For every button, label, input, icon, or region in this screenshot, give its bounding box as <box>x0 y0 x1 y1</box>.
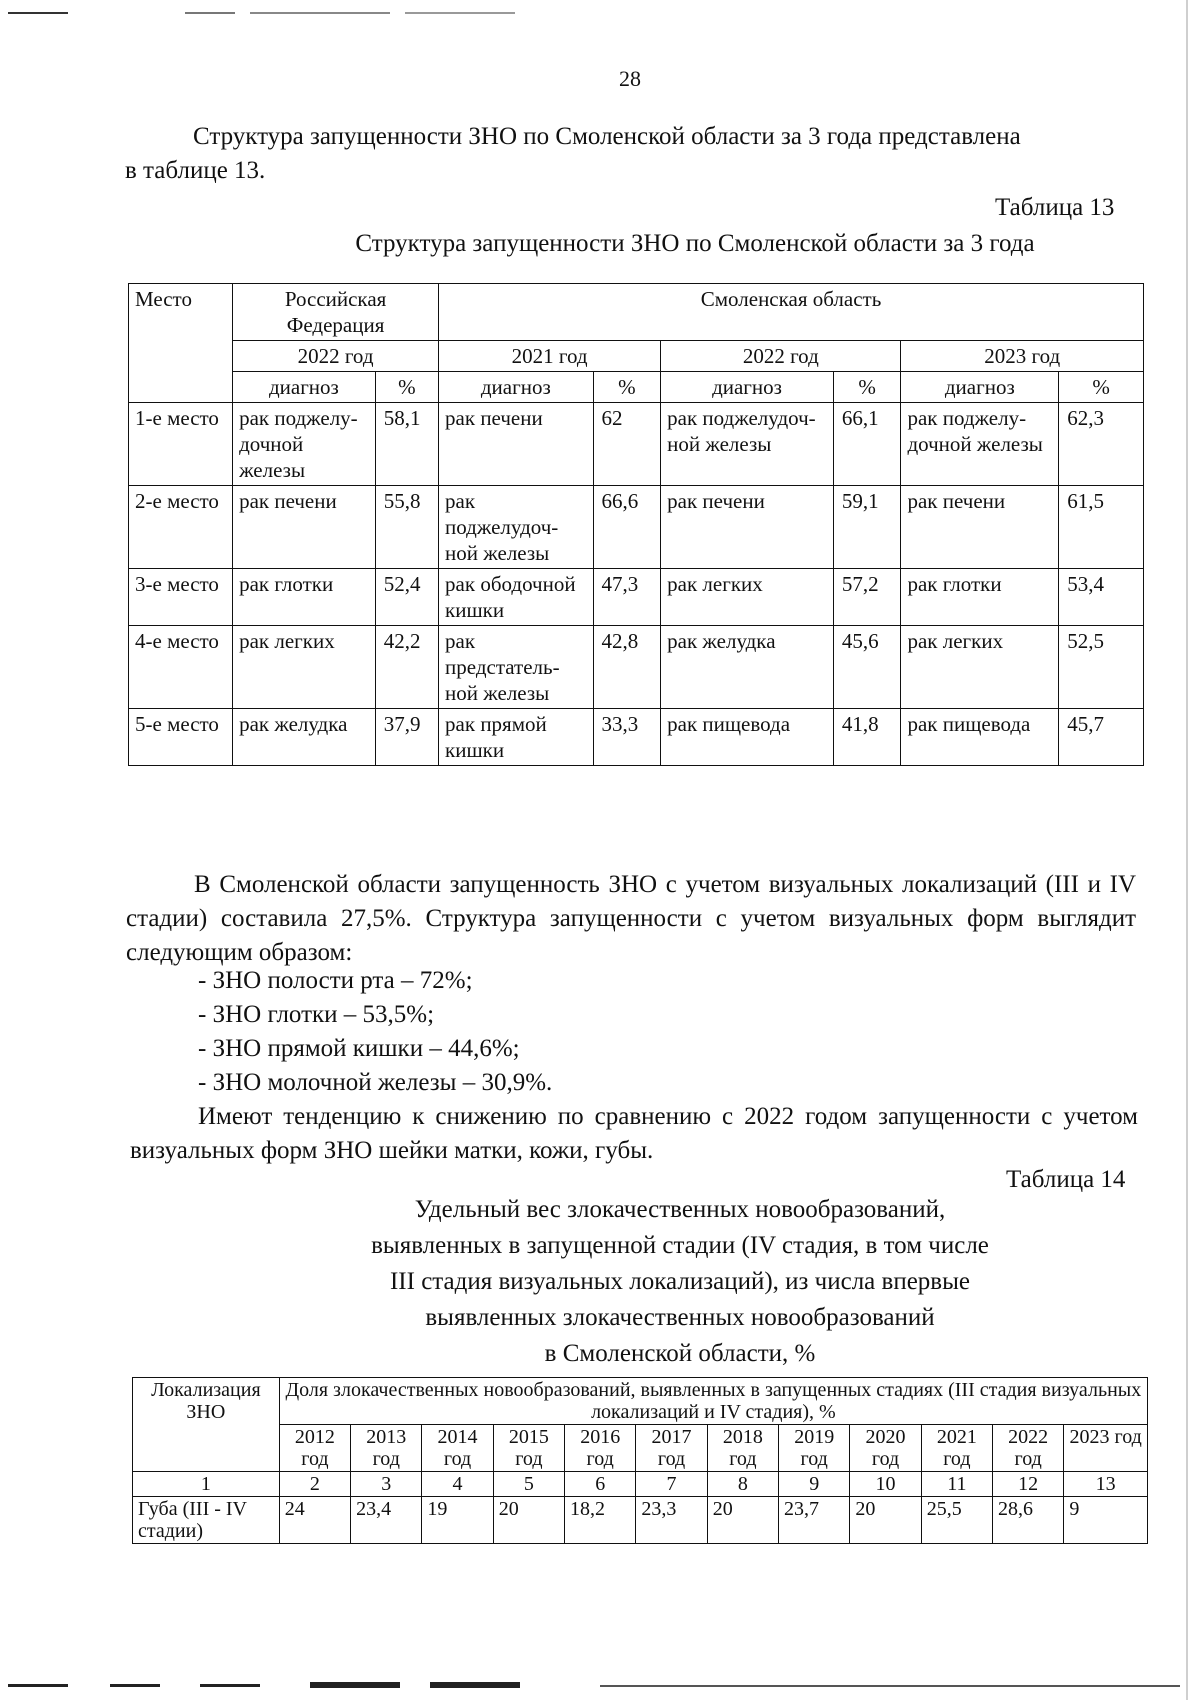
percent-cell: 47,3 <box>593 569 661 626</box>
table13-title: Структура запущенности ЗНО по Смоленской области за 3 года <box>355 230 1035 257</box>
header-year: 2016 год <box>565 1425 636 1472</box>
place-cell: 1-е место <box>129 403 233 486</box>
value-cell: 20 <box>707 1497 778 1544</box>
percent-cell: 42,2 <box>375 626 438 709</box>
diagnosis-cell: рак легких <box>661 569 834 626</box>
percent-cell: 62,3 <box>1059 403 1144 486</box>
diagnosis-cell: рак легких <box>233 626 376 709</box>
header-year: 2021 год <box>921 1425 992 1472</box>
column-number: 7 <box>636 1472 707 1497</box>
percent-cell: 66,6 <box>593 486 661 569</box>
header-year: 2012 год <box>279 1425 350 1472</box>
header-place: Место <box>129 284 233 403</box>
column-number: 13 <box>1064 1472 1148 1497</box>
page-number: 28 <box>619 66 641 91</box>
header-localization: Локализация ЗНО <box>133 1378 280 1472</box>
header-diagnosis: диагноз <box>439 372 594 403</box>
column-number: 4 <box>422 1472 493 1497</box>
diagnosis-cell: рак пищевода <box>661 709 834 766</box>
table-header-row <box>133 1378 1148 1425</box>
list-item: - ЗНО прямой кишки – 44,6%; <box>198 1035 520 1062</box>
table14-title <box>300 1192 1060 1372</box>
header-percent: % <box>593 372 661 403</box>
visual-forms-list <box>198 964 552 1100</box>
intro-line-1: Структура запущенности ЗНО по Смоленской области за 3 года представлена <box>193 123 1021 150</box>
intro-paragraph <box>125 120 1135 188</box>
title-line: III стадия визуальных локализаций), из числа впервые <box>389 1268 971 1295</box>
header-year: 2013 год <box>351 1425 422 1472</box>
list-item: - ЗНО молочной железы – 30,9%. <box>198 1069 553 1096</box>
diagnosis-cell: рак печени <box>661 486 834 569</box>
header-year: 2017 год <box>636 1425 707 1472</box>
table-header-row <box>133 1425 1148 1472</box>
header-year: 2014 год <box>422 1425 493 1472</box>
table-14 <box>132 1377 1148 1544</box>
table-row <box>129 569 1144 626</box>
header-year: 2018 год <box>707 1425 778 1472</box>
localization-cell: Губа (III - IV стадии) <box>133 1497 280 1544</box>
header-year: 2022 год <box>233 341 439 372</box>
percent-cell: 57,2 <box>833 569 901 626</box>
diagnosis-cell: рак печени <box>439 403 594 486</box>
value-cell: 23,3 <box>636 1497 707 1544</box>
table-row <box>129 403 1144 486</box>
percent-cell: 59,1 <box>833 486 901 569</box>
header-year: 2022 год <box>993 1425 1064 1472</box>
title-line: выявленных в запущенной стадии (IV стадия, в том числе <box>371 1232 989 1259</box>
percent-cell: 55,8 <box>375 486 438 569</box>
title-line: Удельный вес злокачественных новообразований, <box>414 1196 946 1223</box>
diagnosis-cell: рак пищевода <box>901 709 1059 766</box>
column-number: 12 <box>993 1472 1064 1497</box>
value-cell: 24 <box>279 1497 350 1544</box>
body-paragraph-3 <box>130 1100 1138 1168</box>
percent-cell: 62 <box>593 403 661 486</box>
header-year: 2022 год <box>661 341 901 372</box>
value-cell: 28,6 <box>993 1497 1064 1544</box>
header-region: Смоленская область <box>439 284 1144 341</box>
table-row <box>129 486 1144 569</box>
percent-cell: 66,1 <box>833 403 901 486</box>
percent-cell: 52,5 <box>1059 626 1144 709</box>
table14-caption: Таблица 14 <box>1006 1166 1126 1193</box>
value-cell: 20 <box>850 1497 921 1544</box>
percent-cell: 41,8 <box>833 709 901 766</box>
header-year: 2019 год <box>779 1425 850 1472</box>
table-row <box>129 709 1144 766</box>
place-cell: 3-е место <box>129 569 233 626</box>
percent-cell: 33,3 <box>593 709 661 766</box>
diagnosis-cell: рак желудка <box>661 626 834 709</box>
table-header-row <box>129 341 1144 372</box>
column-number: 3 <box>351 1472 422 1497</box>
column-number: 8 <box>707 1472 778 1497</box>
diagnosis-cell: рак глотки <box>901 569 1059 626</box>
table-header-row <box>129 284 1144 341</box>
header-percent: % <box>1059 372 1144 403</box>
value-cell: 23,7 <box>779 1497 850 1544</box>
value-cell: 18,2 <box>565 1497 636 1544</box>
percent-cell: 53,4 <box>1059 569 1144 626</box>
title-line: выявленных злокачественных новообразований <box>425 1304 935 1331</box>
diagnosis-cell: рак желудка <box>233 709 376 766</box>
value-cell: 20 <box>493 1497 564 1544</box>
diagnosis-cell: рак печени <box>901 486 1059 569</box>
diagnosis-cell: рак прямой кишки <box>439 709 594 766</box>
diagnosis-cell: рак поджелудоч-ной железы <box>661 403 834 486</box>
diagnosis-cell: рак ободочной кишки <box>439 569 594 626</box>
table-row <box>133 1497 1148 1544</box>
value-cell: 19 <box>422 1497 493 1544</box>
diagnosis-cell: рак предстатель-ной железы <box>439 626 594 709</box>
percent-cell: 61,5 <box>1059 486 1144 569</box>
header-percent: % <box>375 372 438 403</box>
column-number: 1 <box>133 1472 280 1497</box>
column-number: 11 <box>921 1472 992 1497</box>
table13-caption: Таблица 13 <box>995 194 1115 221</box>
column-number: 6 <box>565 1472 636 1497</box>
value-cell: 23,4 <box>351 1497 422 1544</box>
diagnosis-cell: рак печени <box>233 486 376 569</box>
header-year: 2023 год <box>1064 1425 1148 1472</box>
header-share: Доля злокачественных новообразований, выявленных в запущенных стадиях (III стадия визуальных локализаций и IV стадия), % <box>279 1378 1147 1425</box>
header-year: 2015 год <box>493 1425 564 1472</box>
paragraph-text: В Смоленской области запущенность ЗНО с учетом визуальных локализаций (III и IV стадии) составила 27,5%. Структура запущенности с учетом визуальных форм выглядит следующим образом: <box>126 871 1136 966</box>
percent-cell: 42,8 <box>593 626 661 709</box>
header-rf: Российская Федерация <box>233 284 439 341</box>
paragraph-text: Имеют тенденцию к снижению по сравнению с 2022 годом запущенности с учетом визуальных форм ЗНО шейки матки, кожи, губы. <box>130 1103 1138 1164</box>
header-percent: % <box>833 372 901 403</box>
header-diagnosis: диагноз <box>901 372 1059 403</box>
column-number: 10 <box>850 1472 921 1497</box>
scan-artifact-bottom <box>0 1676 1200 1696</box>
header-diagnosis: диагноз <box>661 372 834 403</box>
table-13 <box>128 283 1144 766</box>
percent-cell: 45,6 <box>833 626 901 709</box>
value-cell: 25,5 <box>921 1497 992 1544</box>
place-cell: 2-е место <box>129 486 233 569</box>
percent-cell: 58,1 <box>375 403 438 486</box>
diagnosis-cell: рак глотки <box>233 569 376 626</box>
list-item: - ЗНО полости рта – 72%; <box>198 967 473 994</box>
body-paragraph-2 <box>126 868 1136 970</box>
place-cell: 5-е место <box>129 709 233 766</box>
title-line: в Смоленской области, % <box>544 1340 816 1367</box>
place-cell: 4-е место <box>129 626 233 709</box>
scan-artifact-top <box>0 8 1200 14</box>
table-row <box>129 626 1144 709</box>
header-year: 2023 год <box>901 341 1144 372</box>
column-number: 2 <box>279 1472 350 1497</box>
header-diagnosis: диагноз <box>233 372 376 403</box>
diagnosis-cell: рак поджелу-дочной железы <box>901 403 1059 486</box>
header-year: 2021 год <box>439 341 661 372</box>
intro-line-2: в таблице 13. <box>125 157 266 184</box>
percent-cell: 37,9 <box>375 709 438 766</box>
diagnosis-cell: рак поджелу-дочной железы <box>233 403 376 486</box>
diagnosis-cell: рак легких <box>901 626 1059 709</box>
table-header-row <box>129 372 1144 403</box>
header-year: 2020 год <box>850 1425 921 1472</box>
value-cell: 9 <box>1064 1497 1148 1544</box>
list-item: - ЗНО глотки – 53,5%; <box>198 1001 435 1028</box>
column-number-row <box>133 1472 1148 1497</box>
percent-cell: 52,4 <box>375 569 438 626</box>
column-number: 5 <box>493 1472 564 1497</box>
column-number: 9 <box>779 1472 850 1497</box>
percent-cell: 45,7 <box>1059 709 1144 766</box>
diagnosis-cell: рак поджелудоч-ной железы <box>439 486 594 569</box>
